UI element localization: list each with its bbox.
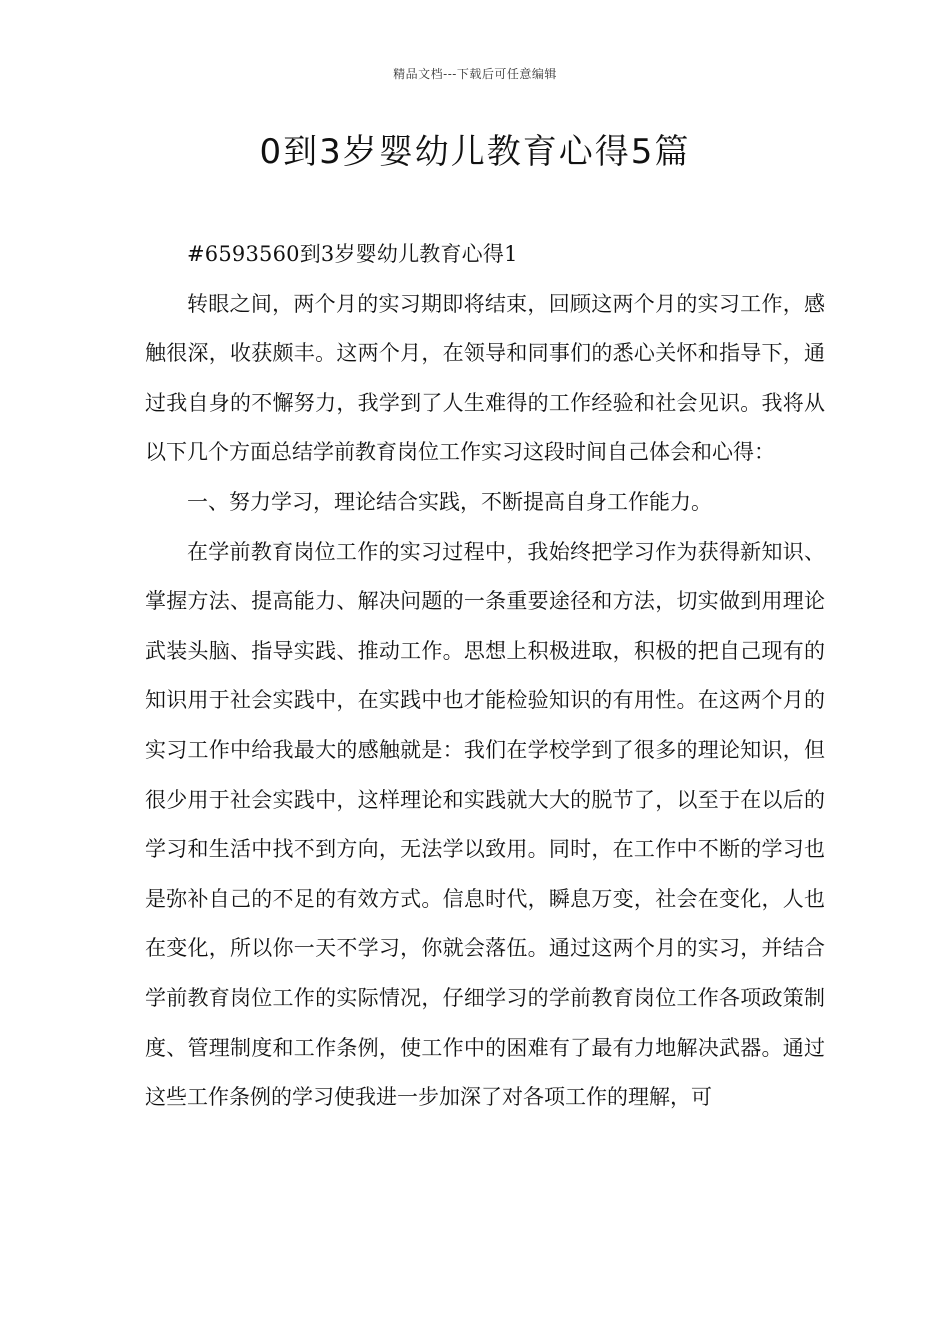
page-header: 精品文档---下载后可任意编辑 [393,67,557,81]
document-body [145,230,825,1123]
paragraph-point-one-heading: 一、努力学习，理论结合实践，不断提高自身工作能力。 [187,489,712,514]
paragraph-intro: 转眼之间，两个月的实习期即将结束，回顾这两个月的实习工作，感触很深，收获颇丰。这两个月，在领导和同事们的悉心关怀和指导下，通过我自身的不懈努力，我学到了人生难得的工作经验和社会见识。我将从以下几个方面总结学前教育岗位工作实习这段时间自己体会和心得： [145,291,825,465]
section-heading: #6593560到3岁婴幼儿教育心得1 [187,242,518,266]
paragraph-point-one-body: 在学前教育岗位工作的实习过程中，我始终把学习作为获得新知识、掌握方法、提高能力、解决问题的一条重要途径和方法，切实做到用理论武装头脑、指导实践、推动工作。思想上积极进取，积极的把自己现有的知识用于社会实践中，在实践中也才能检验知识的有用性。在这两个月的实习工作中给我最大的感触就是：我们在学校学到了很多的理论知识，但很少用于社会实践中，这样理论和实践就大大的脱节了，以至于在以后的学习和生活中找不到方向，无法学以致用。同时，在工作中不断的学习也是弥补自己的不足的有效方式。信息时代，瞬息万变，社会在变化，人也在变化，所以你一天不学习，你就会落伍。通过这两个月的实习，并结合学前教育岗位工作的实际情况，仔细学习的学前教育岗位工作各项政策制度、管理制度和工作条例，使工作中的困难有了最有力地解决武器。通过这些工作条例的学习使我进一步加深了对各项工作的理解，可 [145,539,825,1110]
document-title: 0到3岁婴幼儿教育心得5篇 [259,132,691,172]
